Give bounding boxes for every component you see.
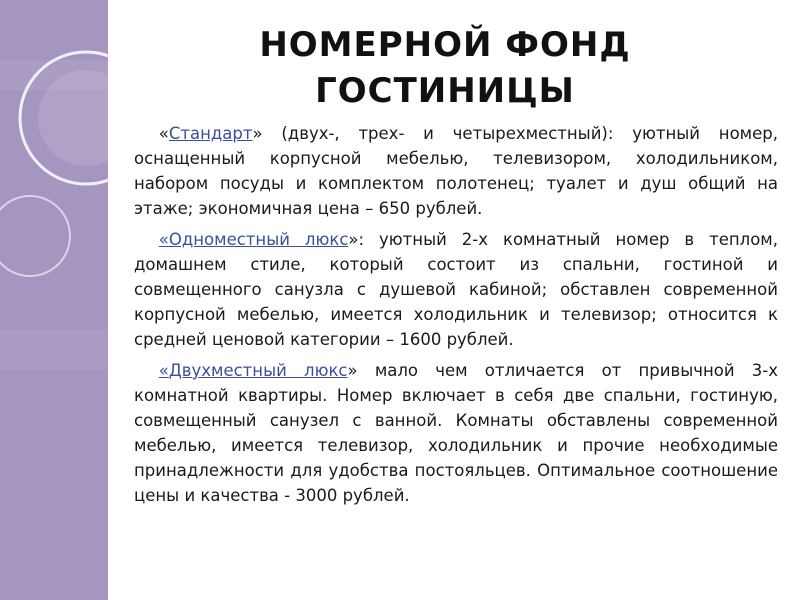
page-title <box>150 22 740 114</box>
title-line-1: НОМЕРНОЙ ФОНД <box>259 25 631 65</box>
paragraph-text: » (двух-, трех- и четырехместный): уютный номер, оснащенный корпусной мебелью, телевизором, холодильником, набором посуды и комплектом полотенец; туалет и душ общий на этаже; экономичная цена – 650 рублей. <box>134 124 778 218</box>
link-standard[interactable]: Стандарт <box>168 124 253 143</box>
paragraph-single-lux <box>134 227 778 352</box>
open-quote-link[interactable]: « <box>158 361 169 380</box>
link-double-lux[interactable]: Двухместный люкс <box>168 361 348 380</box>
decorative-side-panel <box>0 0 108 600</box>
open-quote: « <box>158 124 169 143</box>
decorative-circles-graphic <box>0 0 108 600</box>
paragraph-text: »: уютный 2-х комнатный номер в теплом, домашнем стиле, который состоит из спальни, гостиной и совмещенного санузла с душевой кабиной; обставлен современной корпусной мебелью, имеется холодильник и телевизор; относится к средней ценовой категории – 1600 рублей. <box>134 230 778 349</box>
link-single-lux[interactable]: Одноместный люкс <box>168 230 349 249</box>
open-quote-link[interactable]: « <box>158 230 169 249</box>
paragraph-text: » мало чем отличается от привычной 3-х комнатной квартиры. Номер включает в себя две спальни, гостиную, совмещенный санузел с ванной. Комнаты обставлены современной мебелью, имеется телевизор, холодильник и прочие необходимые принадлежности для удобства постояльцев. Оптимальное соотношение цены и качества - 3000 рублей. <box>134 361 778 505</box>
paragraph-standard <box>134 121 778 221</box>
title-line-2: ГОСТИНИЦЫ <box>315 71 575 111</box>
content-body <box>134 121 778 514</box>
paragraph-double-lux <box>134 358 778 508</box>
